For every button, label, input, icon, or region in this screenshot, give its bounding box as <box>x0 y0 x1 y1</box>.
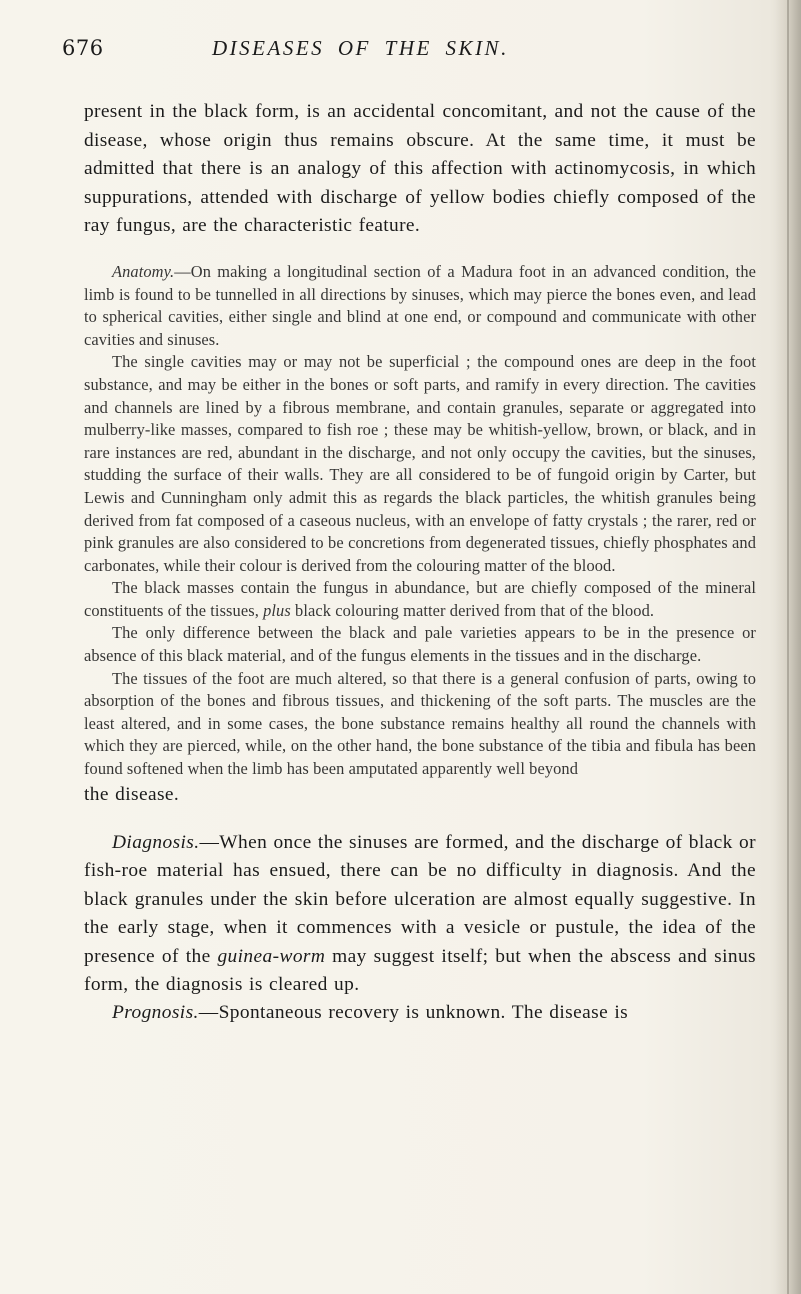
anatomy-text: —On making a longitudinal section of a Madura foot in an advanced condition, the limb is found to be tunnelled in all directions by sinuses, which may pierce the bones even, and lead to spherical cavities, either single and blind at one end, or compound and communicate with other cavities and sinuses. <box>84 261 756 349</box>
paragraph-diagnosis <box>84 829 756 999</box>
paragraph-cavities: The single cavities may or may not be superficial ; the compound ones are deep in the foot substance, and may be either in the bones or soft parts, and ramify in every direction. The cavities and channels are lined by a fibrous membrane, and contain granules, separate or aggregated into mulberry-like masses, compared to fish roe ; these may be whitish-yellow, brown, or black, and in rare instances are red, abundant in the discharge, and not only occupy the cavities, but the sinuses, studding the surface of their walls. They are all considered to be of fungoid origin by Carter, but Lewis and Cunningham only admit this as regards the black particles, the whitish granules being derived from fat composed of a caseous nucleus, with an envelope of fatty crystals ; the rarer, red or pink granules are also considered to be concretions from degenerated tissues, chiefly phosphates and carbonates, while their colour is derived from the colouring matter of the blood. <box>84 352 756 575</box>
paragraph-tissues-tail: the disease. <box>84 783 180 805</box>
body-text <box>84 98 756 1028</box>
diagnosis-text-start: —When once the sinuses are formed, and the discharge of black or fish-roe material has ensued, there can be no difficulty in diagnosis. And the black granules under the skin before ulceration are almost equally suggestive. In the early stage, when it commences with a vesicle or pustule, the idea of the presence of the <box>84 832 756 967</box>
plus-word: plus <box>263 600 291 620</box>
paragraph-black-masses <box>84 577 756 622</box>
page-edge-line <box>787 0 789 1294</box>
paragraph-tissues: The tissues of the foot are much altered, so that there is a general confusion of parts, owing to absorption of the bones and fibrous tissues, and thickening of the soft parts. The muscles are the least altered, and in some cases, the bone substance remains healthy all round the channels with which they are pierced, while, on the other hand, the bone substance of the tibia and fibula has been found softened when the limb has been amputated apparently well beyond <box>84 668 756 779</box>
paragraph-prognosis <box>84 999 756 1027</box>
guinea-worm-word: guinea-worm <box>217 945 326 967</box>
anatomy-heading: Anatomy. <box>112 261 175 281</box>
prognosis-heading: Prognosis. <box>112 1002 199 1024</box>
prognosis-text: —Spontaneous recovery is unknown. The disease is <box>198 1002 629 1024</box>
paragraph-difference: The only difference between the black and pale varieties appears to be in the presence or absence of this black material, and of the fungus elements in the tissues and in the discharge. <box>84 623 756 666</box>
diagnosis-text-end: may suggest itself; but when the abscess and sinus form, the diagnosis is cleared up. <box>84 945 757 996</box>
paragraph-continuation: present in the black form, is an accidental concomitant, and not the cause of the disease, whose origin thus remains obscure. At the same time, it must be admitted that there is an analogy of this affection with actinomycosis, in which suppurations, attended with discharge of yellow bodies chiefly composed of the ray fungus, are the characteristic feature. <box>84 101 756 237</box>
paragraph-anatomy <box>84 261 756 351</box>
running-head: DISEASES OF THE SKIN. <box>212 36 509 60</box>
page-number: 676 <box>62 36 104 60</box>
black-masses-text-start: The black masses contain the fungus in abundance, but are chiefly composed of the mineral constituents of the tissues, <box>84 578 756 620</box>
diagnosis-heading: Diagnosis. <box>112 832 200 854</box>
black-masses-text-end: black colouring matter derived from that of the blood. <box>290 600 655 620</box>
page-header <box>62 36 762 76</box>
